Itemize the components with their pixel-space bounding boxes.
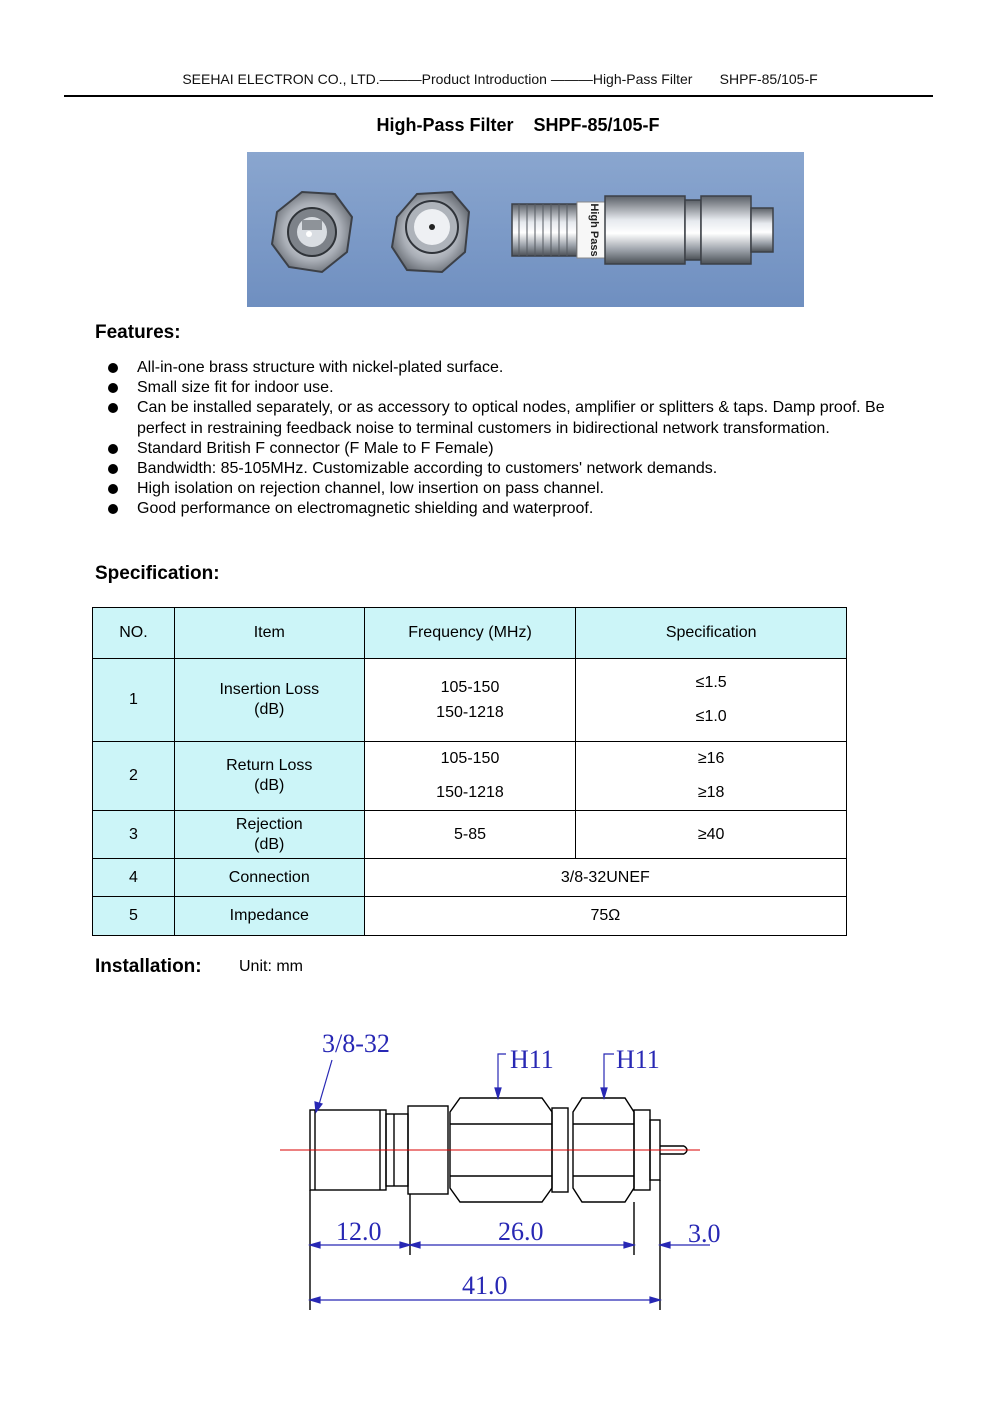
- row-number: 1: [93, 659, 175, 742]
- list-item: Standard British F connector (F Male to F Female): [108, 439, 908, 459]
- features-heading: Features:: [95, 322, 181, 343]
- row-item: Insertion Loss (dB): [174, 659, 364, 742]
- specification-heading: Specification:: [95, 563, 220, 584]
- row-item: Connection: [174, 859, 364, 897]
- installation-drawing: [270, 1020, 740, 1320]
- dimension-b-label: 26.0: [498, 1217, 544, 1246]
- dimension-total-label: 41.0: [462, 1271, 508, 1300]
- list-item: All-in-one brass structure with nickel-plated surface.: [108, 358, 908, 378]
- row-item: Impedance: [174, 897, 364, 936]
- document-title: High-Pass Filter SHPF-85/105-F: [376, 115, 660, 135]
- thread-size-label: 3/8-32: [322, 1029, 390, 1058]
- hex2-size-label: H11: [616, 1045, 660, 1074]
- column-header-frequency: Frequency (MHz): [364, 608, 576, 659]
- dimension-c-label: 3.0: [688, 1219, 721, 1248]
- table-header-row: [93, 608, 847, 659]
- row-number: 3: [93, 811, 175, 859]
- table-row: [93, 811, 847, 859]
- bullet-icon: [108, 403, 118, 413]
- bullet-icon: [108, 484, 118, 494]
- header-rule: [64, 95, 933, 97]
- table-row: [93, 659, 847, 742]
- filter-side-view: [512, 196, 773, 264]
- row-frequency: 5-85: [364, 811, 576, 859]
- row-item: Rejection (dB): [174, 811, 364, 859]
- page-header: SEEHAI ELECTRON CO., LTD.———Product Introduction ———High-Pass Filter SHPF-85/105-F: [182, 71, 818, 87]
- row-specification: ≥40: [576, 811, 847, 859]
- row-number: 2: [93, 742, 175, 811]
- list-item: Small size fit for indoor use.: [108, 378, 908, 398]
- bullet-icon: [108, 464, 118, 474]
- bullet-icon: [108, 444, 118, 454]
- list-item: Bandwidth: 85-105MHz. Customizable according to customers' network demands.: [108, 459, 908, 479]
- specification-table: [92, 607, 847, 936]
- row-specification: ≥16 ≥18: [576, 742, 847, 811]
- list-item: Good performance on electromagnetic shielding and waterproof.: [108, 499, 908, 519]
- row-value: 3/8-32UNEF: [364, 859, 846, 897]
- bullet-icon: [108, 504, 118, 514]
- row-item: Return Loss (dB): [174, 742, 364, 811]
- dimension-a-label: 12.0: [336, 1217, 382, 1246]
- row-frequency: 105-150 150-1218: [364, 742, 576, 811]
- row-specification: ≤1.5 ≤1.0: [576, 659, 847, 742]
- column-header-specification: Specification: [576, 608, 847, 659]
- filter-label-text: High Pass: [588, 203, 600, 257]
- column-header-no: NO.: [93, 608, 175, 659]
- installation-heading: Installation:: [95, 956, 202, 977]
- table-row: [93, 897, 847, 936]
- column-header-item: Item: [174, 608, 364, 659]
- row-frequency: 105-150 150-1218: [364, 659, 576, 742]
- table-row: [93, 859, 847, 897]
- features-list: [108, 358, 908, 520]
- bullet-icon: [108, 383, 118, 393]
- row-value: 75Ω: [364, 897, 846, 936]
- bullet-icon: [108, 363, 118, 373]
- list-item: High isolation on rejection channel, low insertion on pass channel.: [108, 479, 908, 499]
- row-number: 5: [93, 897, 175, 936]
- hex1-size-label: H11: [510, 1045, 554, 1074]
- table-row: [93, 742, 847, 811]
- list-item: Can be installed separately, or as accessory to optical nodes, amplifier or splitters & taps. Damp proof. Be perfect in restraining feedback noise to terminal customers in bidirectional network transformation.: [108, 398, 908, 438]
- product-photo: [247, 152, 804, 307]
- row-number: 4: [93, 859, 175, 897]
- installation-unit: Unit: mm: [239, 958, 303, 975]
